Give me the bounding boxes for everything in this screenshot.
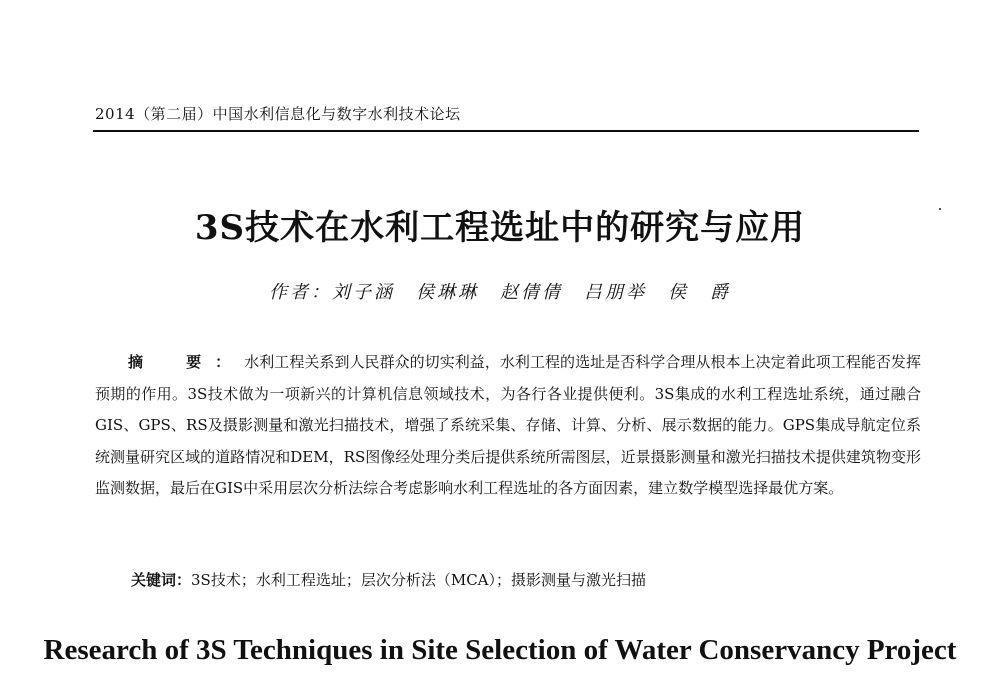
paper-title-cn: 3S技术在水利工程选址中的研究与应用 — [194, 208, 806, 248]
abstract-paragraph — [95, 347, 921, 505]
running-header: 2014（第二届）中国水利信息化与数字水利技术论坛 — [95, 105, 461, 123]
author-line: 作者：刘子涵 侯琳琳 赵倩倩 吕朋举 侯 爵 — [269, 282, 731, 303]
paper-title-en: Research of 3S Techniques in Site Selection of Water Conservancy Project — [43, 634, 957, 666]
keywords-text: 3S技术；水利工程选址；层次分析法（MCA）；摄影测量与激光扫描 — [191, 571, 647, 589]
keywords-label: 关键词： — [131, 571, 192, 589]
abstract-text: 水利工程关系到人民群众的切实利益，水利工程的选址是否科学合理从根本上决定着此项工程能否发挥预期的作用。3S技术做为一项新兴的计算机信息领域技术，为各行各业提供便利。3S集成的水利工程选址系统，通过融合GIS、GPS、RS及摄影测量和激光扫描技术，增强了系统采集、存储、计算、分析、展示数据的能力。GPS集成导航定位系统测量研究区域的道路情况和DEM，RS图像经处理分类后提供系统所需图层，近景摄影测量和激光扫描技术提供建筑物变形监测数据，最后在GIS中采用层次分析法综合考虑影响水利工程选址的各方面因素，建立数学模型选择最优方案。 — [95, 353, 921, 497]
keywords-line — [131, 569, 646, 590]
abstract-label: 摘 要： — [128, 353, 245, 371]
header-divider — [93, 130, 919, 132]
